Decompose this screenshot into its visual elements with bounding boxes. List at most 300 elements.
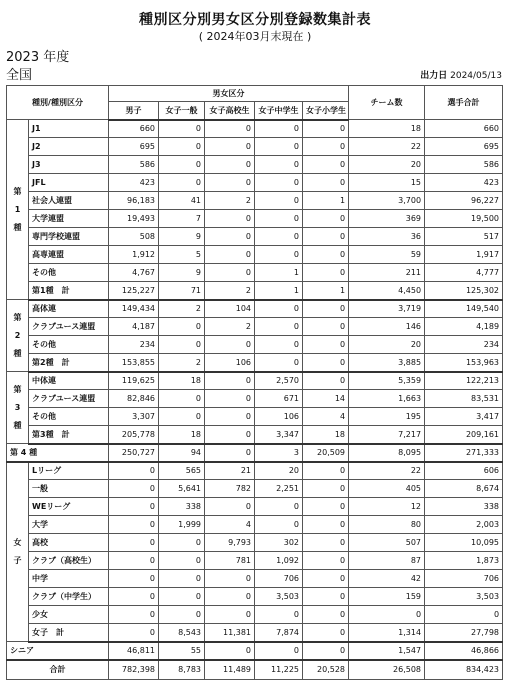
grand-total-label: 合計 (7, 660, 109, 680)
value-cell: 586 (425, 156, 503, 174)
value-cell: 0 (159, 570, 205, 588)
value-cell: 82,846 (109, 390, 159, 408)
value-cell: 0 (303, 588, 349, 606)
value-cell: 0 (255, 192, 303, 210)
table-row (7, 642, 503, 660)
value-cell: 149,434 (109, 300, 159, 318)
value-cell: 2,003 (425, 516, 503, 534)
value-cell: 55 (159, 642, 205, 660)
table-row (7, 408, 503, 426)
value-cell: 0 (303, 606, 349, 624)
row-label: 専門学校連盟 (29, 228, 109, 246)
value-cell: 0 (303, 318, 349, 336)
value-cell: 0 (425, 606, 503, 624)
table-row (7, 372, 503, 390)
value-cell: 4 (205, 516, 255, 534)
value-cell: 695 (109, 138, 159, 156)
value-cell: 782,398 (109, 660, 159, 680)
value-cell: 18 (303, 426, 349, 444)
value-cell: 41 (159, 192, 205, 210)
value-cell: 2 (205, 282, 255, 300)
row-label: その他 (29, 408, 109, 426)
value-cell: 234 (425, 336, 503, 354)
table-row (7, 138, 503, 156)
value-cell: 11,381 (205, 624, 255, 642)
value-cell: 4,777 (425, 264, 503, 282)
value-cell: 706 (425, 570, 503, 588)
value-cell: 3,417 (425, 408, 503, 426)
row-label: 社会人連盟 (29, 192, 109, 210)
table-row (7, 282, 503, 300)
value-cell: 12 (349, 498, 425, 516)
value-cell: 0 (109, 462, 159, 480)
value-cell: 2 (159, 354, 205, 372)
value-cell: 517 (425, 228, 503, 246)
table-row (7, 480, 503, 498)
value-cell: 0 (205, 642, 255, 660)
value-cell: 195 (349, 408, 425, 426)
table-row (7, 354, 503, 372)
value-cell: 0 (109, 570, 159, 588)
value-cell: 46,811 (109, 642, 159, 660)
value-cell: 0 (303, 624, 349, 642)
value-cell: 71 (159, 282, 205, 300)
women-category-label (7, 462, 29, 642)
category-1-label-char: 第 (13, 186, 22, 196)
value-cell: 0 (205, 426, 255, 444)
region-label: 全国 (6, 68, 33, 83)
value-cell: 3,700 (349, 192, 425, 210)
value-cell: 0 (205, 606, 255, 624)
value-cell: 80 (349, 516, 425, 534)
value-cell: 96,183 (109, 192, 159, 210)
value-cell: 1,092 (255, 552, 303, 570)
teams-header: チーム数 (349, 86, 425, 120)
value-cell: 0 (255, 138, 303, 156)
value-cell: 3 (255, 444, 303, 462)
value-cell: 19,493 (109, 210, 159, 228)
table-row (7, 336, 503, 354)
table-row (7, 192, 503, 210)
value-cell: 0 (303, 120, 349, 138)
value-cell: 96,227 (425, 192, 503, 210)
value-cell: 146 (349, 318, 425, 336)
value-cell: 660 (109, 120, 159, 138)
female-middle-header: 女子中学生 (255, 102, 303, 120)
value-cell: 338 (425, 498, 503, 516)
value-cell: 0 (303, 210, 349, 228)
value-cell: 565 (159, 462, 205, 480)
header-row-1 (7, 86, 503, 102)
table-row (7, 264, 503, 282)
table-row (7, 534, 503, 552)
row-label: 女子 計 (29, 624, 109, 642)
category-2-label (7, 300, 29, 372)
table-row (7, 426, 503, 444)
table-row (7, 462, 503, 480)
value-cell: 0 (303, 462, 349, 480)
value-cell: 0 (303, 300, 349, 318)
value-cell: 0 (255, 210, 303, 228)
value-cell: 0 (303, 156, 349, 174)
row-label: その他 (29, 264, 109, 282)
page-title: 種別区分別男女区分別登録数集計表 (139, 12, 371, 28)
value-cell: 0 (255, 336, 303, 354)
value-cell: 250,727 (109, 444, 159, 462)
value-cell: 0 (255, 606, 303, 624)
value-cell: 0 (255, 354, 303, 372)
women-category-label-char: 女 (13, 537, 22, 547)
value-cell: 153,963 (425, 354, 503, 372)
value-cell: 0 (303, 516, 349, 534)
value-cell: 211 (349, 264, 425, 282)
category-1-label (7, 120, 29, 300)
value-cell: 0 (159, 534, 205, 552)
value-cell: 3,307 (109, 408, 159, 426)
row-label: 大学連盟 (29, 210, 109, 228)
value-cell: 781 (205, 552, 255, 570)
value-cell: 0 (255, 246, 303, 264)
value-cell: 671 (255, 390, 303, 408)
value-cell: 15 (349, 174, 425, 192)
value-cell: 234 (109, 336, 159, 354)
value-cell: 94 (159, 444, 205, 462)
value-cell: 7,217 (349, 426, 425, 444)
value-cell: 0 (205, 498, 255, 516)
value-cell: 125,227 (109, 282, 159, 300)
value-cell: 0 (159, 174, 205, 192)
table-row (7, 156, 503, 174)
value-cell: 59 (349, 246, 425, 264)
value-cell: 2 (205, 318, 255, 336)
value-cell: 0 (205, 156, 255, 174)
value-cell: 2 (159, 300, 205, 318)
value-cell: 0 (109, 534, 159, 552)
value-cell: 606 (425, 462, 503, 480)
value-cell: 0 (205, 138, 255, 156)
value-cell: 0 (109, 516, 159, 534)
value-cell: 205,778 (109, 426, 159, 444)
category-3-label-char: 種 (13, 420, 22, 430)
row-label: 高体連 (29, 300, 109, 318)
value-cell: 5 (159, 246, 205, 264)
value-cell: 153,855 (109, 354, 159, 372)
value-cell: 106 (205, 354, 255, 372)
value-cell: 27,798 (425, 624, 503, 642)
value-cell: 0 (159, 120, 205, 138)
value-cell: 0 (303, 552, 349, 570)
row-label: クラブユース連盟 (29, 318, 109, 336)
value-cell: 125,302 (425, 282, 503, 300)
value-cell: 0 (205, 570, 255, 588)
value-cell: 507 (349, 534, 425, 552)
value-cell: 21 (205, 462, 255, 480)
value-cell: 660 (425, 120, 503, 138)
row-label: J1 (29, 120, 109, 138)
row-label: WEリーグ (29, 498, 109, 516)
value-cell: 508 (109, 228, 159, 246)
value-cell: 2,251 (255, 480, 303, 498)
value-cell: 423 (109, 174, 159, 192)
output-date-value: 2024/05/13 (450, 71, 502, 81)
value-cell: 0 (205, 336, 255, 354)
value-cell: 10,095 (425, 534, 503, 552)
value-cell: 8,674 (425, 480, 503, 498)
value-cell: 0 (303, 174, 349, 192)
value-cell: 0 (109, 498, 159, 516)
row-label: 一般 (29, 480, 109, 498)
value-cell: 0 (205, 210, 255, 228)
value-cell: 9,793 (205, 534, 255, 552)
value-cell: 20 (349, 156, 425, 174)
value-cell: 1,912 (109, 246, 159, 264)
value-cell: 2 (205, 192, 255, 210)
value-cell: 20 (255, 462, 303, 480)
value-cell: 0 (159, 336, 205, 354)
value-cell: 1 (255, 282, 303, 300)
category-4-label: 第 4 種 (7, 444, 109, 462)
value-cell: 4 (303, 408, 349, 426)
value-cell: 0 (303, 534, 349, 552)
value-cell: 0 (303, 498, 349, 516)
value-cell: 8,543 (159, 624, 205, 642)
value-cell: 9 (159, 228, 205, 246)
value-cell: 5,359 (349, 372, 425, 390)
value-cell: 0 (303, 264, 349, 282)
value-cell: 271,333 (425, 444, 503, 462)
value-cell: 0 (205, 174, 255, 192)
value-cell: 0 (205, 408, 255, 426)
value-cell: 209,161 (425, 426, 503, 444)
value-cell: 0 (255, 120, 303, 138)
value-cell: 0 (159, 408, 205, 426)
row-label: JFL (29, 174, 109, 192)
value-cell: 0 (205, 588, 255, 606)
value-cell: 1,547 (349, 642, 425, 660)
value-cell: 1 (255, 264, 303, 282)
value-cell: 11,225 (255, 660, 303, 680)
value-cell: 2,570 (255, 372, 303, 390)
table-row (7, 120, 503, 138)
women-category-label-char: 子 (13, 555, 22, 565)
value-cell: 4,450 (349, 282, 425, 300)
row-label: 第3種 計 (29, 426, 109, 444)
value-cell: 9 (159, 264, 205, 282)
senior-label: シニア (7, 642, 109, 660)
value-cell: 0 (255, 318, 303, 336)
value-cell: 0 (205, 390, 255, 408)
value-cell: 0 (303, 354, 349, 372)
value-cell: 11,489 (205, 660, 255, 680)
value-cell: 1,917 (425, 246, 503, 264)
male-header: 男子 (109, 102, 159, 120)
value-cell: 18 (159, 426, 205, 444)
row-label: 第2種 計 (29, 354, 109, 372)
value-cell: 119,625 (109, 372, 159, 390)
value-cell: 834,423 (425, 660, 503, 680)
value-cell: 0 (205, 246, 255, 264)
value-cell: 586 (109, 156, 159, 174)
value-cell: 1,999 (159, 516, 205, 534)
value-cell: 8,783 (159, 660, 205, 680)
value-cell: 0 (255, 516, 303, 534)
value-cell: 1 (303, 192, 349, 210)
value-cell: 0 (255, 228, 303, 246)
value-cell: 0 (349, 606, 425, 624)
value-cell: 0 (159, 156, 205, 174)
female-general-header: 女子一般 (159, 102, 205, 120)
row-label: クラブ（中学生） (29, 588, 109, 606)
value-cell: 0 (255, 156, 303, 174)
value-cell: 0 (159, 318, 205, 336)
value-cell: 0 (109, 480, 159, 498)
value-cell: 18 (159, 372, 205, 390)
table-row (7, 660, 503, 680)
table-row (7, 318, 503, 336)
value-cell: 0 (159, 390, 205, 408)
category-1-label-char: 種 (13, 222, 22, 232)
value-cell: 1,314 (349, 624, 425, 642)
value-cell: 0 (303, 336, 349, 354)
fiscal-year: 2023 年度 (6, 50, 70, 65)
value-cell: 0 (255, 300, 303, 318)
value-cell: 3,503 (255, 588, 303, 606)
value-cell: 706 (255, 570, 303, 588)
value-cell: 18 (349, 120, 425, 138)
value-cell: 20,509 (303, 444, 349, 462)
table-row (7, 516, 503, 534)
value-cell: 3,347 (255, 426, 303, 444)
value-cell: 0 (109, 552, 159, 570)
value-cell: 7,874 (255, 624, 303, 642)
output-date (420, 68, 502, 81)
value-cell: 87 (349, 552, 425, 570)
value-cell: 20 (349, 336, 425, 354)
row-label: その他 (29, 336, 109, 354)
category-header: 種別/種別区分 (7, 86, 109, 120)
category-3-label-char: 3 (14, 402, 21, 412)
registration-table (6, 85, 503, 680)
value-cell: 0 (205, 264, 255, 282)
value-cell: 26,508 (349, 660, 425, 680)
table-row (7, 570, 503, 588)
gender-group-header: 男女区分 (109, 86, 349, 102)
value-cell: 695 (425, 138, 503, 156)
female-high-header: 女子高校生 (205, 102, 255, 120)
value-cell: 3,885 (349, 354, 425, 372)
value-cell: 0 (303, 246, 349, 264)
output-date-label: 出力日 (420, 71, 448, 81)
value-cell: 19,500 (425, 210, 503, 228)
category-1-label-char: 1 (14, 204, 21, 214)
category-2-label-char: 2 (14, 330, 21, 340)
players-header: 選手合計 (425, 86, 503, 120)
value-cell: 1 (303, 282, 349, 300)
value-cell: 0 (109, 588, 159, 606)
value-cell: 83,531 (425, 390, 503, 408)
value-cell: 369 (349, 210, 425, 228)
row-label: J3 (29, 156, 109, 174)
value-cell: 104 (205, 300, 255, 318)
value-cell: 0 (255, 642, 303, 660)
value-cell: 782 (205, 480, 255, 498)
value-cell: 4,767 (109, 264, 159, 282)
row-label: クラブユース連盟 (29, 390, 109, 408)
category-2-label-char: 第 (13, 312, 22, 322)
value-cell: 7 (159, 210, 205, 228)
value-cell: 0 (303, 372, 349, 390)
value-cell: 106 (255, 408, 303, 426)
value-cell: 0 (303, 570, 349, 588)
value-cell: 302 (255, 534, 303, 552)
category-3-label-char: 第 (13, 384, 22, 394)
value-cell: 36 (349, 228, 425, 246)
value-cell: 8,095 (349, 444, 425, 462)
category-2-label-char: 種 (13, 348, 22, 358)
table-row (7, 444, 503, 462)
value-cell: 0 (255, 174, 303, 192)
table-row (7, 498, 503, 516)
row-label: 高専連盟 (29, 246, 109, 264)
value-cell: 0 (255, 498, 303, 516)
table-row (7, 390, 503, 408)
row-label: 中体連 (29, 372, 109, 390)
table-row (7, 210, 503, 228)
value-cell: 338 (159, 498, 205, 516)
table-row (7, 246, 503, 264)
value-cell: 4,189 (425, 318, 503, 336)
row-label: 第1種 計 (29, 282, 109, 300)
value-cell: 46,866 (425, 642, 503, 660)
value-cell: 1,663 (349, 390, 425, 408)
value-cell: 42 (349, 570, 425, 588)
value-cell: 14 (303, 390, 349, 408)
row-label: 大学 (29, 516, 109, 534)
value-cell: 0 (303, 138, 349, 156)
table-row (7, 588, 503, 606)
value-cell: 4,187 (109, 318, 159, 336)
value-cell: 0 (205, 444, 255, 462)
row-label: 中学 (29, 570, 109, 588)
value-cell: 159 (349, 588, 425, 606)
value-cell: 20,528 (303, 660, 349, 680)
row-label: クラブ（高校生） (29, 552, 109, 570)
value-cell: 22 (349, 138, 425, 156)
value-cell: 3,719 (349, 300, 425, 318)
table-row (7, 624, 503, 642)
value-cell: 0 (159, 552, 205, 570)
table-row (7, 174, 503, 192)
row-label: J2 (29, 138, 109, 156)
value-cell: 0 (205, 228, 255, 246)
row-label: 高校 (29, 534, 109, 552)
value-cell: 0 (159, 138, 205, 156)
report-date-subtitle: ( 2024年03月末現在 ) (198, 30, 312, 43)
value-cell: 122,213 (425, 372, 503, 390)
female-elementary-header: 女子小学生 (303, 102, 349, 120)
value-cell: 0 (205, 372, 255, 390)
value-cell: 0 (303, 480, 349, 498)
value-cell: 3,503 (425, 588, 503, 606)
value-cell: 0 (109, 606, 159, 624)
table-row (7, 606, 503, 624)
value-cell: 0 (159, 588, 205, 606)
value-cell: 0 (303, 228, 349, 246)
row-label: Lリーグ (29, 462, 109, 480)
table-row (7, 552, 503, 570)
table-row (7, 300, 503, 318)
category-3-label (7, 372, 29, 444)
